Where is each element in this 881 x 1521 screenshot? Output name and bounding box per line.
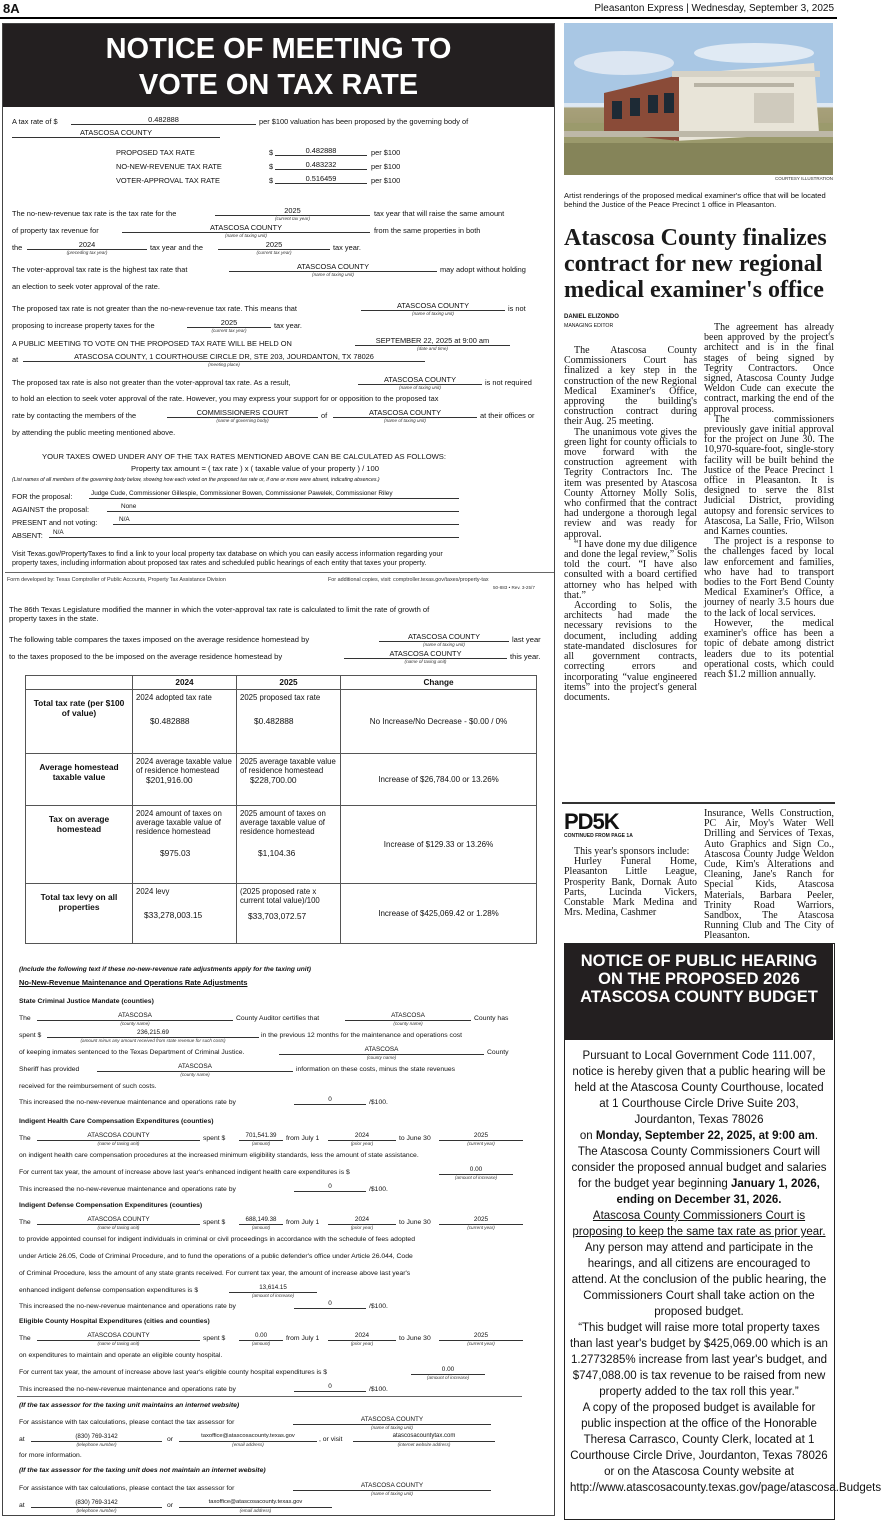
caption: (county name)	[393, 1021, 423, 1026]
article-headline[interactable]: Atascosa County finalizes contract for new regional medical examiner's office	[564, 225, 827, 303]
header-rule	[0, 17, 837, 19]
assessor-email[interactable]: taxoffice@atascosacounty.texas.gov	[179, 1432, 317, 1442]
caption: (amount)	[251, 1341, 271, 1346]
cell-value: $975.03	[160, 848, 191, 858]
va-rate: 0.516459	[275, 174, 367, 184]
or-label: or	[167, 1436, 174, 1443]
caption: (email address)	[239, 1508, 272, 1513]
assessor-website[interactable]: atascosacountytax.com	[353, 1432, 495, 1442]
cell-value: $0.482888	[150, 716, 190, 726]
caption: (current year)	[467, 1341, 495, 1346]
dollar-sign: $	[269, 176, 274, 185]
cell	[237, 884, 341, 944]
last-year-label: last year	[512, 635, 541, 644]
county-field: ATASCOSA	[345, 1011, 471, 1021]
cell-desc: 2024 levy	[136, 887, 170, 896]
ch-amount: 0.00	[239, 1331, 283, 1341]
the-label: The	[19, 1335, 31, 1342]
cell-desc: 2024 average taxable value of residence homestead	[136, 757, 232, 775]
caption: (name of taxing unit)	[384, 418, 426, 423]
ch-line2: on expenditures to maintain and operate an eligible county hospital.	[19, 1352, 223, 1359]
paragraph: The project is a response to the challenges faced by local law enforcement and families, who have had to transport bodies to the Fort Bend County Medical Examiner's Office, a journey of nearly 3.5 hours due to the lack of local services.	[704, 536, 834, 619]
tax-rate-notice	[2, 23, 555, 1516]
article-col2	[704, 323, 834, 680]
dollar-sign: $	[269, 162, 274, 171]
issue-date: Wednesday, September 3, 2025	[691, 3, 834, 14]
not-greater-3: proposing to increase property taxes for the	[12, 321, 155, 330]
change-cell: Increase of $129.33 or 13.26%	[341, 806, 537, 884]
against-label: AGAINST the proposal:	[12, 505, 90, 514]
legislature-line1: The 86th Texas Legislature modified the manner in which the voter-approval tax rate is calculated to limit the rate of growth of	[9, 605, 430, 614]
table-corner	[26, 676, 133, 690]
row-label: Average homestead taxable value	[26, 754, 133, 806]
not-greater: The proposed tax rate is not greater than the no-new-revenue tax rate. This means that	[12, 304, 297, 313]
increase-line: This increased the no-new-revenue maintenance and operations rate by	[19, 1386, 236, 1393]
hearing-title2: ON THE PROPOSED 2026	[598, 970, 800, 988]
list-note: (List names of all members of the governing body below, showing how each voted on the proposed tax rate or, if one or more were absent, indicating absences.)	[12, 477, 380, 483]
entity-name: ATASCOSA COUNTY	[37, 1331, 200, 1341]
article-byline: DANIEL ELIZONDO	[564, 314, 619, 320]
entity-name: ATASCOSA COUNTY	[379, 632, 509, 642]
col-header-change: Change	[341, 676, 537, 690]
divider	[17, 1396, 522, 1397]
hearing-p3	[570, 1144, 828, 1208]
absent-label: ABSENT:	[12, 531, 43, 540]
caption: (prior year)	[350, 1341, 374, 1346]
entity-name: ATASCOSA COUNTY	[12, 128, 220, 138]
entity-name: ATASCOSA COUNTY	[293, 1415, 491, 1425]
current-year: 2025	[187, 318, 271, 328]
ih-heading: Indigent Health Care Compensation Expenditures (counties)	[19, 1118, 214, 1125]
increase-value: 0	[294, 1382, 366, 1392]
assist-line: For assistance with tax calculations, please contact the tax assessor for	[19, 1419, 235, 1426]
rate-value: 0.482888	[71, 115, 256, 125]
spent-label: spent $	[203, 1219, 226, 1226]
id-line5: enhanced indigent defense compensation expenditures is $	[19, 1287, 199, 1294]
caption: (current tax year)	[275, 216, 310, 221]
paragraph: The unanimous vote gives the green light for county officials to move forward with the construction agreement with Tegrity Contractors Inc. The item was presented by Atascosa County Attorney Molly Solis, who confirmed that the contract had undergone a thorough legal review and was ready for approval.	[564, 426, 697, 540]
caption: (amount of increase)	[426, 1375, 470, 1380]
caption: (internet website address)	[397, 1442, 451, 1447]
caption: (name of taxing unit)	[399, 385, 441, 390]
form-copies: For additional copies, visit: comptroller.texas.gov/taxes/property-tax	[328, 577, 489, 583]
caption: (amount of increase)	[251, 1293, 295, 1298]
at-label: at	[19, 1436, 25, 1443]
on-label: on	[579, 1130, 593, 1142]
cell-desc: 2024 adopted tax rate	[136, 693, 212, 702]
caption: (name of taxing unit)	[97, 1141, 140, 1146]
ih-line3: For current tax year, the amount of increase above last year's enhanced indigent health care expenditures is $	[19, 1169, 350, 1176]
also-not-greater-2: is not required	[485, 378, 532, 387]
id-line2: to provide appointed counsel for indigent individuals in criminal or civil proceedings in accordance with the schedule of fees adopted	[19, 1236, 415, 1243]
governing-body: COMMISSIONERS COURT	[167, 408, 318, 418]
table-row	[26, 690, 537, 754]
rate-intro-2: per $100 valuation has been proposed by the governing body of	[259, 117, 469, 126]
page-number: 8A	[3, 1, 20, 16]
cell-value: $0.482888	[254, 716, 294, 726]
entity-name: ATASCOSA COUNTY	[122, 223, 370, 233]
increase-line: This increased the no-new-revenue maintenance and operations rate by	[19, 1186, 236, 1193]
or-label: or	[167, 1502, 174, 1509]
from-label: from July 1	[286, 1335, 320, 1342]
nnr-def-7: tax year.	[333, 243, 361, 252]
comparison-table	[25, 675, 537, 944]
cell-value: $33,703,072.57	[248, 911, 307, 921]
ch-increase: 0.00	[411, 1365, 485, 1375]
adj-title: No-New-Revenue Maintenance and Operations Rate Adjustments	[19, 978, 248, 987]
prior-year: 2024	[328, 1131, 396, 1141]
pd5k-col2	[704, 809, 834, 942]
paper-name: Pleasanton Express	[594, 3, 684, 14]
nnr-def-3: of property tax revenue for	[12, 226, 99, 235]
id-increase: 13,614.15	[229, 1283, 317, 1293]
increase-line: This increased the no-new-revenue maintenance and operations rate by	[19, 1099, 236, 1106]
change-cell: Increase of $26,784.00 or 13.26%	[341, 754, 537, 806]
not-greater-2: is not	[508, 304, 526, 313]
cj-certifies: County Auditor certifies that	[236, 1015, 320, 1022]
current-year: 2025	[218, 240, 330, 250]
to-label: to June 30	[399, 1135, 431, 1142]
cell-desc: (2025 proposed rate x current total value)/100	[240, 887, 320, 905]
table-row	[26, 884, 537, 944]
web-heading: (If the tax assessor for the taxing unit maintains an internet website)	[19, 1402, 240, 1409]
ih-increase: 0.00	[439, 1165, 513, 1175]
caption: (prior year)	[350, 1225, 374, 1230]
entity-name: ATASCOSA COUNTY	[37, 1215, 200, 1225]
nnr-def-5: the	[12, 243, 23, 252]
cell-value: $228,700.00	[250, 775, 297, 785]
proposed-rate: 0.482888	[275, 146, 367, 156]
cell-desc: 2024 amount of taxes on average taxable value of residence homestead	[136, 809, 222, 836]
per100-label: per $100	[371, 162, 401, 171]
notice-banner	[3, 24, 554, 107]
caption: (county name)	[120, 1021, 150, 1026]
from-label: from July 1	[286, 1135, 320, 1142]
caption: (date and time)	[417, 346, 448, 351]
for-label: FOR the proposal:	[12, 492, 73, 501]
cell-desc: 2025 average taxable value of residence homestead	[240, 757, 336, 775]
caption: (current tax year)	[256, 250, 292, 255]
cell-desc: 2025 proposed tax rate	[240, 693, 321, 702]
nnr-rate: 0.483232	[275, 160, 367, 170]
caption: (name of taxing unit)	[412, 311, 454, 316]
this-year-label: this year.	[510, 652, 541, 661]
dollar-sign: $	[269, 148, 274, 157]
notice-title-line1: NOTICE OF MEETING TO	[105, 33, 452, 65]
entity-name: ATASCOSA COUNTY	[358, 375, 482, 385]
caption: (meeting place)	[208, 362, 240, 367]
visit-line1: Visit Texas.gov/PropertyTaxes to find a link to your local property tax database on which you can easily access information regarding your	[12, 550, 443, 558]
cell	[133, 806, 237, 884]
noweb-heading: (If the tax assessor for the taxing unit does not maintain an internet website)	[19, 1467, 266, 1474]
owed-formula: Property tax amount = ( tax rate ) x ( taxable value of your property ) / 100	[131, 464, 379, 473]
table-row	[26, 806, 537, 884]
photo-caption: Artist renderings of the proposed medical examiner's office that will be located behind the Justice of the Peace Precinct 1 office in Pleasanton.	[564, 191, 826, 210]
hearing-p5: Any person may attend and participate in the hearings, and all citizens are encouraged to attend. At the conclusion of the public hearing, the Commissioners Court shall take action on the proposed budget.	[571, 1242, 827, 1318]
caption: (current tax year)	[211, 328, 247, 333]
per100: /$100.	[369, 1186, 388, 1193]
va-def-3: an election to seek voter approval of the rate.	[12, 282, 160, 291]
assessor-phone[interactable]: (830) 769-3142	[31, 1432, 162, 1442]
cj-county-has: County has	[474, 1015, 509, 1022]
county-field: ATASCOSA	[279, 1045, 484, 1055]
also-not-greater-4: rate by contacting the members of the	[12, 411, 137, 420]
county-field: ATASCOSA	[37, 1011, 233, 1021]
meeting-at: at	[12, 355, 19, 364]
at-label: at	[19, 1502, 25, 1509]
id-heading: Indigent Defense Compensation Expenditures (counties)	[19, 1202, 203, 1209]
caption: (amount of increase)	[454, 1175, 498, 1180]
nnr-def-4: from the same properties in both	[374, 226, 481, 235]
the-label: The	[19, 1219, 31, 1226]
paragraph: Hurley Funeral Home, Pleasanton Little League, Prosperity Bank, Dornak Auto Parts, Lucinda Vickers, Constable Mark Medina and Mrs. Medina, Cashmer	[564, 856, 697, 919]
per100: /$100.	[369, 1303, 388, 1310]
caption: (name of taxing unit)	[97, 1341, 140, 1346]
present-label: PRESENT and not voting:	[12, 518, 98, 527]
more-info: for more information.	[19, 1452, 82, 1459]
against-value: None	[107, 502, 459, 512]
entity-name: ATASCOSA COUNTY	[333, 408, 477, 418]
cj-received: received for the reimbursement of such costs.	[19, 1083, 157, 1090]
caption: (amount)	[251, 1225, 271, 1230]
per100: /$100.	[369, 1386, 388, 1393]
caption: (name of taxing unit)	[371, 1425, 413, 1430]
id-amount: 688,149.38	[239, 1215, 283, 1225]
hearing-banner	[565, 944, 833, 1040]
caption: (email address)	[232, 1442, 264, 1447]
caption: (prior year)	[350, 1141, 374, 1146]
current-year: 2025	[439, 1131, 523, 1141]
caption: (name of taxing unit)	[225, 233, 267, 238]
owed-heading: YOUR TAXES OWED UNDER ANY OF THE TAX RATES MENTIONED ABOVE CAN BE CALCULATED AS FOLLOWS:	[42, 452, 446, 461]
meeting-line: A PUBLIC MEETING TO VOTE ON THE PROPOSED TAX RATE WILL BE HELD ON	[12, 339, 292, 348]
the-label: The	[19, 1015, 31, 1022]
paragraph: This year's sponsors include:	[574, 846, 690, 857]
cj-amount: 236,215.69	[47, 1028, 259, 1038]
paragraph: The agreement has already been approved by the project's architect and is in the final stages of being signed by Tegrity Contractors. Once signed, Atascosa County Judge Weldon Cude can execute the contract, marking the end of the approval process.	[704, 322, 834, 415]
caption: (name of taxing unit)	[312, 272, 354, 277]
prior-year: 2024	[328, 1331, 396, 1341]
row-label: Tax on average homestead	[26, 806, 133, 884]
increase-value: 0	[294, 1095, 366, 1105]
building-rendering	[564, 23, 833, 175]
rate-intro: A tax rate of $	[12, 117, 58, 126]
row-label: Total tax rate (per $100 of value)	[26, 690, 133, 754]
budget-year: January 1, 2026, ending on December 31, 2026.	[616, 1178, 820, 1206]
county-field: ATASCOSA	[97, 1062, 293, 1072]
caption: (telephone number)	[76, 1442, 117, 1447]
caption: (county name)	[366, 1055, 397, 1060]
cell	[133, 754, 237, 806]
current-year: 2025	[439, 1215, 523, 1225]
cell	[237, 690, 341, 754]
assessor-email[interactable]: taxoffice@atascosacounty.texas.gov	[179, 1498, 332, 1508]
also-not-greater-5: at their offices or	[480, 411, 535, 420]
pd5k-col1	[564, 847, 697, 918]
ih-amount: 701,541.39	[239, 1131, 283, 1141]
cell	[133, 884, 237, 944]
change-cell: No Increase/No Decrease - $0.00 / 0%	[341, 690, 537, 754]
hearing-body	[570, 1048, 881, 1496]
current-year: 2025	[439, 1331, 523, 1341]
to-label: to June 30	[399, 1219, 431, 1226]
nnr-def-6: tax year and the	[150, 243, 204, 252]
absent-value: N/A	[49, 528, 459, 538]
entity-name: ATASCOSA COUNTY	[37, 1131, 200, 1141]
masthead-line: Pleasanton Express | Wednesday, September 3, 2025	[594, 3, 834, 14]
ch-heading: Eligible County Hospital Expenditures (cities and counties)	[19, 1318, 210, 1325]
form-number: 50-883 • Rev. 3-25/7	[493, 585, 535, 590]
right-column	[562, 23, 881, 1518]
county-word: County	[487, 1049, 509, 1056]
entity-name: ATASCOSA COUNTY	[344, 649, 507, 659]
paragraph: Insurance, Wells Construction, PC Air, Moy's Water Well Drilling and Services of Texas, Auto Graphics and Sign Co., Atascosa County Judge Weldon Cude, Kim's Alterations and Cleaning, Jane's Ranch for Special Kids, Atascosa Materials, Barbara Peeler, Trinity Road Warriors, Sandbox, The Atascosa Running Club and The City of Pleasanton.	[704, 808, 834, 942]
spent-label: spent $	[19, 1032, 42, 1039]
caption: (name of taxing unit)	[371, 1491, 413, 1496]
visit-line2: property taxes, including information about proposed tax rates and scheduled public hearings of each entity that taxes your property.	[12, 559, 427, 567]
cell-value: $33,278,003.15	[144, 910, 203, 920]
also-not-greater-6: by attending the public meeting mentioned above.	[12, 428, 176, 437]
form-credit: Form developed by: Texas Comptroller of Public Accounts, Property Tax Assistance Division	[7, 577, 226, 583]
article-col1	[564, 346, 697, 703]
increase-line: This increased the no-new-revenue maintenance and operations rate by	[19, 1303, 236, 1310]
caption: (telephone number)	[76, 1508, 117, 1513]
cell-value: $1,104.36	[258, 848, 296, 858]
assist-line: For assistance with tax calculations, please contact the tax assessor for	[19, 1485, 235, 1492]
compare-line1: The following table compares the taxes imposed on the average residence homestead by	[9, 635, 310, 644]
public-hearing-notice	[564, 943, 881, 1520]
caption: (name of taxing unit)	[423, 642, 465, 647]
compare-line2: to the taxes proposed to the be imposed on the average residence homestead by	[9, 652, 283, 661]
or-visit-label: , or visit	[319, 1436, 343, 1443]
va-def: The voter-approval tax rate is the highest tax rate that	[12, 265, 188, 274]
hearing-title1: NOTICE OF PUBLIC HEARING	[580, 952, 818, 970]
id-line3: under Article 26.05, Code of Criminal Procedure, and to fund the operations of a public defender's office under Article 26.044, Code	[19, 1253, 413, 1260]
hearing-title3: ATASCOSA COUNTY BUDGET	[580, 988, 818, 1006]
cell	[237, 806, 341, 884]
building-rendering-illustration	[564, 23, 833, 175]
caption: (name of taxing unit)	[404, 659, 447, 664]
photo-credit: COURTESY ILLUSTRATION	[774, 176, 833, 181]
va-def-2: may adopt without holding	[440, 265, 526, 274]
hearing-date: Monday, September 22, 2025, at 9:00 am	[595, 1130, 815, 1142]
legislature-line2: property taxes in the state.	[9, 614, 99, 623]
not-greater-4: tax year.	[274, 321, 302, 330]
cell	[237, 754, 341, 806]
col-header-2024: 2024	[133, 676, 237, 690]
for-value: Judge Cude, Commissioner Gillespie, Commissioner Bowen, Commissioner Pawelek, Commissioner Riley	[89, 489, 459, 499]
cj-inmates: of keeping inmates sentenced to the Texas Department of Criminal Justice.	[19, 1049, 245, 1056]
meeting-place: ATASCOSA COUNTY, 1 COURTHOUSE CIRCLE DR, STE 203, JOURDANTON, TX 78026	[23, 352, 425, 362]
nnr-def: The no-new-revenue tax rate is the tax rate for the	[12, 209, 177, 218]
from-label: from July 1	[286, 1219, 320, 1226]
adj-include-note: (Include the following text if these no-new-revenue rate adjustments apply for the taxing unit)	[19, 966, 311, 973]
pd5k-continued: CONTINUED FROM PAGE 1A	[564, 833, 633, 839]
paragraph: The commissioners previously gave initial approval for the project on June 30. The 10,970-square-foot, single-story facility will be built behind the Justice of the Peace Precinct 1 office in Pleasanton. It is designed to serve the 81st Judicial District, providing autopsy and forensic services to Atascosa, La Salle, Frio, Wilson and Karnes counties.	[704, 413, 834, 538]
budget-year-text: The Atascosa County Commissioners Court will consider the proposed annual budget and salaries for the budget year beginning	[571, 1146, 827, 1190]
caption: (name of taxing unit)	[97, 1225, 140, 1230]
the-label: The	[19, 1135, 31, 1142]
hearing-p1: Pursuant to Local Government Code 111.007, notice is hereby given that a public hearing will be held at the Atascosa County Courthouse, located at 1 Courthouse Circle Drive Suite 203, Jourdanton, Texas 78026	[572, 1050, 826, 1126]
increase-value: 0	[294, 1182, 366, 1192]
cj-prev12: in the previous 12 months for the maintenance and operations cost	[261, 1032, 463, 1039]
nnr-label: NO-NEW-REVENUE TAX RATE	[116, 162, 222, 171]
assessor-phone[interactable]: (830) 769-3142	[31, 1498, 162, 1508]
also-not-greater: The proposed tax rate is also not greater than the voter-approval tax rate. As a result,	[12, 378, 291, 387]
section-divider	[562, 802, 835, 804]
row-label: Total tax levy on all properties	[26, 884, 133, 944]
hearing-p7: A copy of the proposed budget is available for public inspection at the office of the Honorable Theresa Carrasco, County Clerk, located at 1 Courthouse Circle Drive, Jourdanton, Texas 78026 or on the Atascosa County website at http://www.atascosacounty.texas.gov/page/atascosa.Budgets	[570, 1402, 881, 1494]
va-label: VOTER-APPROVAL TAX RATE	[116, 176, 220, 185]
ih-line2: on indigent health care compensation procedures at the increased minimum eligibility standards, less the amount of state assistance.	[19, 1152, 419, 1159]
paragraph: The Atascosa County Commissioners Court has finalized a key step in the construction of the new Regional Medical Examiner's Office, approving the building's construction contract during their Aug. 25 meeting.	[564, 345, 697, 428]
change-cell: Increase of $425,069.42 or 1.28%	[341, 884, 537, 944]
hearing-date-line: on Monday, September 22, 2025, at 9:00 am.	[579, 1130, 819, 1142]
cell-desc: 2025 amount of taxes on average taxable value of residence homestead	[240, 809, 326, 836]
caption: (preceding tax year)	[66, 250, 108, 255]
divider	[5, 572, 554, 573]
notice-title-line2: VOTE ON TAX RATE	[138, 69, 419, 101]
pd5k-title: PD5K	[564, 809, 619, 834]
cj-info: information on these costs, minus the state revenues	[296, 1066, 456, 1073]
cj-sheriff: Sheriff has provided	[19, 1066, 80, 1073]
cell-value: $201,916.00	[146, 775, 193, 785]
paragraph: However, the medical examiner's office has been a topic of debate among district leaders due to its potential operational costs, which could reach $1.2 million annually.	[704, 617, 834, 680]
also-not-greater-3: to hold an election to seek voter approval of the rate. However, you may express your support for or opposition to the proposed tax	[12, 394, 439, 403]
id-line4: of Criminal Procedure, less the amount of any state grants received. For current tax year, the amount of increase above last year's	[19, 1270, 411, 1277]
caption: (amount minus any amount received from state revenue for such costs)	[80, 1038, 226, 1043]
entity-name: ATASCOSA COUNTY	[293, 1481, 491, 1491]
paragraph: “I have done my due diligence and done the legal review,” Solis told the court. “I have also consulted with a board certified attorney who has helped with that.”	[564, 538, 697, 601]
hearing-p6: “This budget will raise more total property taxes than last year's budget by $425,069.00 which is an 1.2773285% increase from last year's budget, and $747,088.00 is tax revenue to be raised from new property added to the tax roll this year.”	[570, 1322, 828, 1398]
table-row	[26, 754, 537, 806]
of-label: of	[321, 411, 328, 420]
spent-label: spent $	[203, 1335, 226, 1342]
entity-name: ATASCOSA COUNTY	[229, 262, 437, 272]
table-header-row	[26, 676, 537, 690]
nnr-def-2: tax year that will raise the same amount	[374, 209, 505, 218]
meeting-date: SEPTEMBER 22, 2025 at 9:00 am	[355, 336, 510, 346]
caption: (name of governing body)	[216, 418, 269, 423]
caption: (current year)	[467, 1141, 495, 1146]
to-label: to June 30	[399, 1335, 431, 1342]
hearing-p4: Atascosa County Commissioners Court is proposing to keep the same tax rate as prior year.	[572, 1210, 826, 1238]
prior-year: 2024	[328, 1215, 396, 1225]
entity-name: ATASCOSA COUNTY	[361, 301, 505, 311]
col-header-2025: 2025	[237, 676, 341, 690]
per100-label: per $100	[371, 176, 401, 185]
current-year: 2025	[215, 206, 370, 216]
cell	[133, 690, 237, 754]
cj-heading: State Criminal Justice Mandate (counties)	[19, 998, 154, 1005]
proposed-label: PROPOSED TAX RATE	[116, 148, 195, 157]
per100-label: per $100	[371, 148, 401, 157]
spent-label: spent $	[203, 1135, 226, 1142]
present-value: N/A	[113, 515, 459, 525]
article-byline-role: MANAGING EDITOR	[564, 323, 614, 329]
paragraph: According to Solis, the architects had made the necessary revisions to the document, including adding state-mandated disclosures for all government contracts, correcting errors and incorporating “value engineered items” into the project's general documents.	[564, 600, 697, 703]
caption: (amount)	[251, 1141, 271, 1146]
ch-line3: For current tax year, the amount of increase above last year's eligible county hospital expenditures is $	[19, 1369, 328, 1376]
prev-year: 2024	[27, 240, 147, 250]
caption: (county name)	[180, 1072, 210, 1077]
per100: /$100.	[369, 1099, 388, 1106]
caption: (current year)	[467, 1225, 495, 1230]
increase-value: 0	[294, 1299, 366, 1309]
